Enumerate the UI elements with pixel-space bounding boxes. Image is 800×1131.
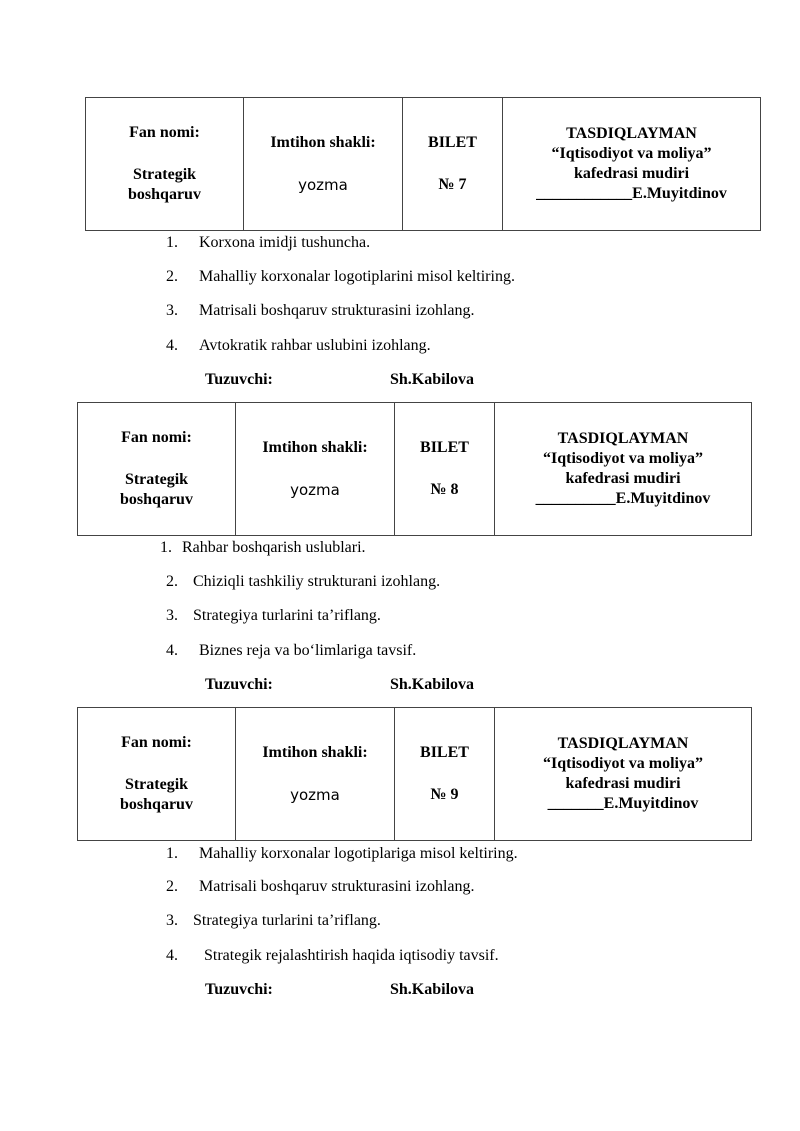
approval-cell (495, 403, 752, 536)
question-item (166, 572, 440, 592)
exam-form-value: yozma (290, 481, 340, 499)
approval-department: “Iqtisodiyot va moliya” (542, 450, 703, 467)
bilet-label: BILET (420, 439, 469, 456)
approval-title: TASDIQLAYMAN (557, 735, 689, 752)
question-number: 2. (166, 268, 178, 285)
subject-cell (86, 98, 244, 231)
approval-signature: _______E.Muyitdinov (547, 795, 699, 812)
bilet-cell (395, 403, 495, 536)
question-item (166, 301, 475, 321)
question-text: Rahbar boshqarish uslublari. (182, 539, 366, 556)
exam-form-label: Imtihon shakli: (270, 134, 376, 151)
question-text: Korxona imidji tushuncha. (199, 234, 371, 251)
ticket-header-8 (77, 402, 752, 536)
bilet-number: № 9 (430, 786, 459, 803)
question-item (166, 844, 518, 864)
question-item (160, 538, 366, 558)
question-number: 3. (166, 912, 178, 929)
approval-role: kafedrasi mudiri (565, 775, 681, 792)
question-number: 4. (166, 337, 178, 354)
question-text: Avtokratik rahbar uslubini izohlang. (199, 337, 431, 354)
question-number: 4. (166, 642, 178, 659)
question-number: 1. (160, 539, 172, 556)
question-text: Strategik rejalashtirish haqida iqtisodiy tavsif. (204, 947, 499, 964)
ticket-header-7 (85, 97, 761, 231)
question-text: Biznes reja va bo‘limlariga tavsif. (199, 642, 417, 659)
approval-title: TASDIQLAYMAN (566, 125, 697, 142)
author-label: Tuzuvchi: (205, 371, 273, 388)
bilet-number: № 7 (438, 176, 467, 193)
author-label: Tuzuvchi: (205, 981, 273, 998)
approval-department: “Iqtisodiyot va moliya” (551, 145, 712, 162)
question-item (166, 877, 475, 897)
subject-label: Fan nomi: (121, 429, 192, 446)
exam-form-cell (244, 98, 403, 231)
subject-label: Fan nomi: (121, 734, 192, 751)
approval-signature: __________E.Muyitdinov (535, 490, 711, 507)
question-item (166, 336, 431, 356)
exam-form-label: Imtihon shakli: (262, 439, 368, 456)
subject-name-line1: Strategik (124, 471, 189, 488)
subject-cell (78, 403, 236, 536)
author-label: Tuzuvchi: (205, 676, 273, 693)
bilet-cell (395, 708, 495, 841)
subject-name-line2: boshqaruv (120, 796, 193, 813)
question-number: 1. (166, 845, 178, 862)
author-name: Sh.Kabilova (390, 371, 475, 388)
question-number: 2. (166, 573, 178, 590)
approval-department: “Iqtisodiyot va moliya” (542, 755, 703, 772)
question-item (166, 641, 416, 661)
approval-cell (495, 708, 752, 841)
question-text: Mahalliy korxonalar logotiplarini misol keltiring. (199, 268, 515, 285)
question-item (166, 946, 499, 966)
subject-name-line2: boshqaruv (128, 186, 201, 203)
exam-form-value: yozma (298, 176, 348, 194)
question-text: Mahalliy korxonalar logotiplariga misol keltiring. (199, 845, 518, 862)
question-item (166, 606, 381, 626)
question-text: Strategiya turlarini ta’riflang. (193, 912, 381, 929)
question-item (166, 233, 370, 253)
bilet-label: BILET (420, 744, 469, 761)
question-text: Chiziqli tashkiliy strukturani izohlang. (193, 573, 441, 590)
question-item (166, 911, 381, 931)
subject-label: Fan nomi: (129, 124, 200, 141)
author-name: Sh.Kabilova (390, 981, 475, 998)
question-text: Matrisali boshqaruv strukturasini izohlang. (199, 302, 475, 319)
question-number: 3. (166, 302, 178, 319)
author-name: Sh.Kabilova (390, 676, 475, 693)
question-number: 3. (166, 607, 178, 624)
question-text: Matrisali boshqaruv strukturasini izohlang. (199, 878, 475, 895)
approval-signature: ____________E.Muyitdinov (536, 185, 727, 202)
subject-name-line1: Strategik (132, 166, 197, 183)
approval-cell (503, 98, 761, 231)
subject-cell (78, 708, 236, 841)
ticket-header-9 (77, 707, 752, 841)
exam-form-value: yozma (290, 786, 340, 804)
question-number: 1. (166, 234, 178, 251)
subject-name-line1: Strategik (124, 776, 189, 793)
question-text: Strategiya turlarini ta’riflang. (193, 607, 381, 624)
bilet-label: BILET (428, 134, 477, 151)
question-item (166, 267, 515, 287)
exam-form-label: Imtihon shakli: (262, 744, 368, 761)
approval-title: TASDIQLAYMAN (557, 430, 689, 447)
bilet-number: № 8 (430, 481, 459, 498)
approval-role: kafedrasi mudiri (565, 470, 681, 487)
question-number: 2. (166, 878, 178, 895)
subject-name-line2: boshqaruv (120, 491, 193, 508)
question-number: 4. (166, 947, 178, 964)
bilet-cell (403, 98, 503, 231)
exam-form-cell (236, 708, 395, 841)
exam-form-cell (236, 403, 395, 536)
approval-role: kafedrasi mudiri (573, 165, 690, 182)
